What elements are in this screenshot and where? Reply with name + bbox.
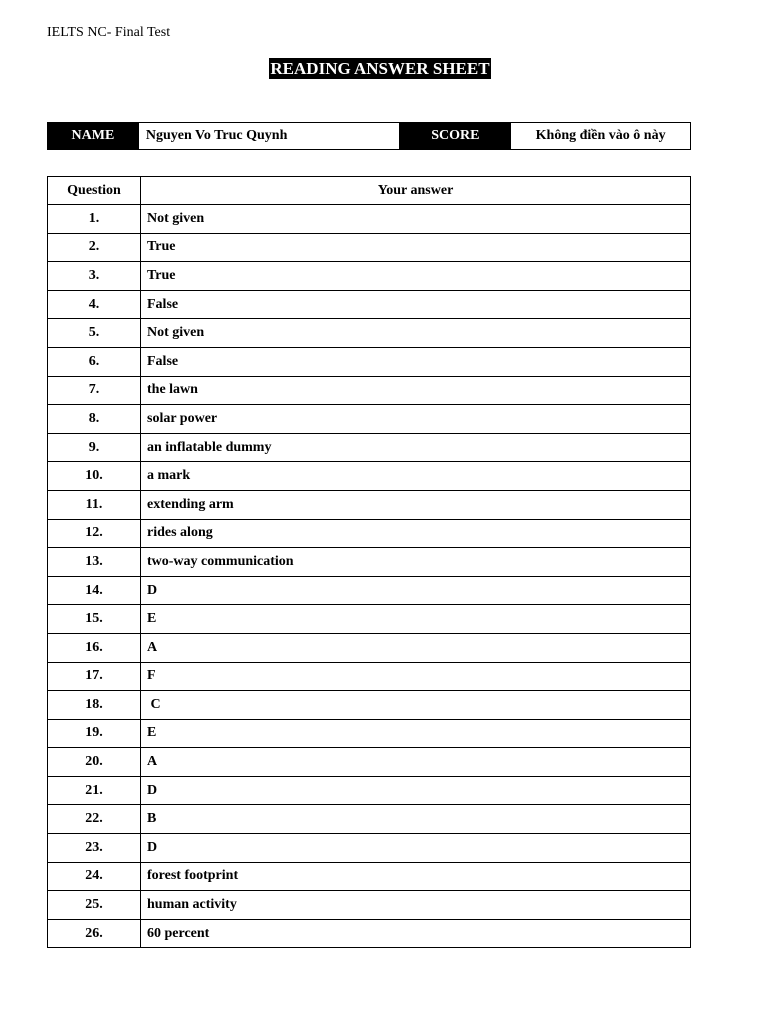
question-number: 10. [48, 462, 141, 491]
answer-cell[interactable]: forest footprint [141, 862, 691, 891]
student-info-table [47, 122, 691, 150]
course-header: IELTS NC- Final Test [47, 25, 171, 40]
question-column-header: Question [48, 177, 141, 205]
question-number: 14. [48, 576, 141, 605]
table-row [48, 319, 691, 348]
question-number: 5. [48, 319, 141, 348]
table-row [48, 633, 691, 662]
question-number: 2. [48, 233, 141, 262]
answer-cell[interactable]: E [141, 605, 691, 634]
answer-cell[interactable]: F [141, 662, 691, 691]
answer-cell[interactable]: False [141, 290, 691, 319]
answer-cell[interactable]: True [141, 262, 691, 291]
answer-cell[interactable]: False [141, 347, 691, 376]
question-number: 6. [48, 347, 141, 376]
name-value[interactable]: Nguyen Vo Truc Quynh [138, 123, 400, 150]
answer-cell[interactable]: D [141, 576, 691, 605]
table-row [48, 405, 691, 434]
question-number: 11. [48, 490, 141, 519]
question-number: 21. [48, 776, 141, 805]
table-row [48, 805, 691, 834]
question-number: 4. [48, 290, 141, 319]
question-number: 17. [48, 662, 141, 691]
answer-cell[interactable]: extending arm [141, 490, 691, 519]
answer-cell[interactable]: an inflatable dummy [141, 433, 691, 462]
table-row [48, 519, 691, 548]
answers-table [47, 176, 691, 948]
answer-cell[interactable]: two-way communication [141, 548, 691, 577]
table-row [48, 347, 691, 376]
table-row [48, 605, 691, 634]
table-row [48, 662, 691, 691]
answer-cell[interactable]: human activity [141, 891, 691, 920]
answer-cell[interactable]: True [141, 233, 691, 262]
answer-cell[interactable]: a mark [141, 462, 691, 491]
answer-cell[interactable]: Not given [141, 319, 691, 348]
answer-cell[interactable]: E [141, 719, 691, 748]
question-number: 19. [48, 719, 141, 748]
question-number: 18. [48, 691, 141, 720]
question-number: 23. [48, 834, 141, 863]
score-label: SCORE [400, 123, 511, 150]
question-number: 25. [48, 891, 141, 920]
answer-cell[interactable]: A [141, 748, 691, 777]
table-row [48, 691, 691, 720]
answer-cell[interactable]: 60 percent [141, 919, 691, 948]
table-row [48, 262, 691, 291]
question-number: 9. [48, 433, 141, 462]
page-title [0, 59, 760, 79]
question-number: 22. [48, 805, 141, 834]
question-number: 8. [48, 405, 141, 434]
question-number: 24. [48, 862, 141, 891]
question-number: 7. [48, 376, 141, 405]
table-row [48, 376, 691, 405]
question-number: 1. [48, 205, 141, 234]
table-row [48, 490, 691, 519]
table-row [48, 433, 691, 462]
question-number: 20. [48, 748, 141, 777]
question-number: 13. [48, 548, 141, 577]
table-row [48, 576, 691, 605]
table-row [48, 205, 691, 234]
answer-cell[interactable]: solar power [141, 405, 691, 434]
answer-column-header: Your answer [141, 177, 691, 205]
table-row [48, 462, 691, 491]
answers-header-row [48, 177, 691, 205]
score-value[interactable]: Không điền vào ô này [511, 123, 691, 150]
student-info-row [48, 123, 691, 150]
table-row [48, 233, 691, 262]
table-row [48, 290, 691, 319]
answer-cell[interactable]: D [141, 834, 691, 863]
table-row [48, 862, 691, 891]
question-number: 3. [48, 262, 141, 291]
answer-cell[interactable]: rides along [141, 519, 691, 548]
table-row [48, 548, 691, 577]
answer-cell[interactable]: Not given [141, 205, 691, 234]
question-number: 26. [48, 919, 141, 948]
question-number: 15. [48, 605, 141, 634]
answer-cell[interactable]: D [141, 776, 691, 805]
name-label: NAME [48, 123, 139, 150]
answer-cell[interactable]: A [141, 633, 691, 662]
answer-cell[interactable]: the lawn [141, 376, 691, 405]
table-row [48, 776, 691, 805]
table-row [48, 719, 691, 748]
table-row [48, 748, 691, 777]
table-row [48, 919, 691, 948]
question-number: 16. [48, 633, 141, 662]
answer-cell[interactable]: C [141, 691, 691, 720]
question-number: 12. [48, 519, 141, 548]
answer-cell[interactable]: B [141, 805, 691, 834]
table-row [48, 834, 691, 863]
page-title-text: READING ANSWER SHEET [270, 59, 490, 78]
table-row [48, 891, 691, 920]
